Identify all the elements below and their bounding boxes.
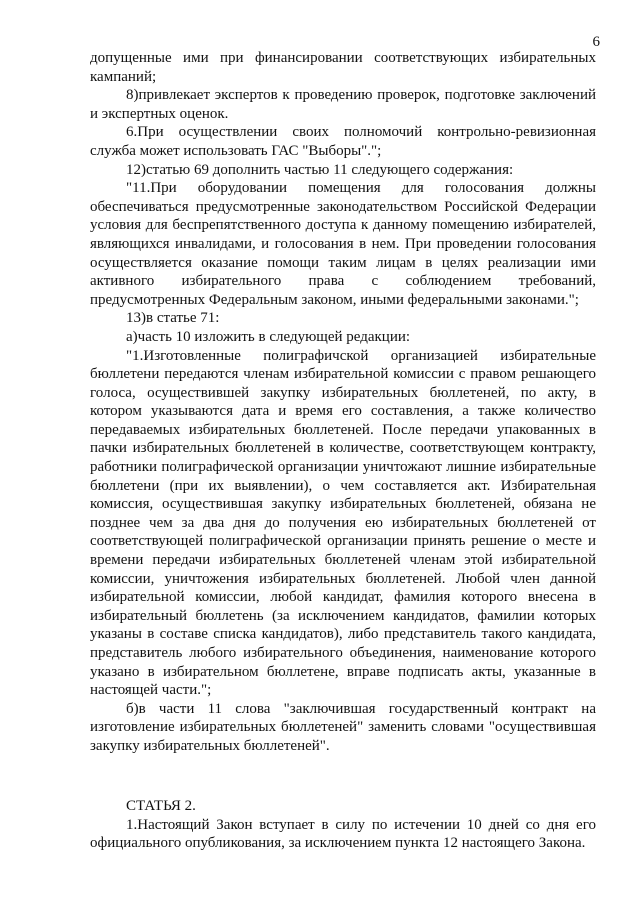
body-text	[90, 49, 596, 756]
paragraph-item-12: 12)статью 69 дополнить частью 11 следующего содержания:	[126, 161, 514, 178]
paragraph-item-8: 8)привлекает экспертов к проведению проверок, подготовке заключений и экспертных оценок.	[90, 87, 596, 122]
page-number: 6	[592, 34, 600, 50]
article-paragraph: 1.Настоящий Закон вступает в силу по истечении 10 дней со дня его официального опубликования, за исключением пункта 12 настоящего Закона.	[90, 816, 596, 852]
paragraph-item-6: 6.При осуществлении своих полномочий контрольно-ревизионная служба может использовать ГАС "Выборы".";	[90, 124, 596, 159]
paragraph-campaign-financing: допущенные ими при финансировании соответствующих избирательных кампаний;	[90, 50, 596, 85]
paragraph-subitem-b: б)в части 11 слова "заключившая государственный контракт на изготовление избирательных бюллетеней" заменить словами "осуществившая закупку избирательных бюллетеней".	[90, 700, 596, 754]
paragraph-part-11: "11.При оборудовании помещения для голосования должны обеспечиваться предусмотренные законодательством Российской Федерации условия для беспрепятственного доступа к данному помещению избирателей, являющихся инвалидами, и голосования в нем. При проведении голосования осуществляется оказание помощи таким лицам в целях реализации ими активного избирательного права с соблюдением требований, предусмотренных Федеральным законом, иными федеральными законами.";	[90, 180, 596, 308]
paragraph-item-13: 13)в статье 71:	[126, 310, 220, 327]
article-heading: СТАТЬЯ 2.	[126, 798, 196, 814]
paragraph-part-1: "1.Изготовленные полиграфичской организацией избирательные бюллетени передаются членам избирательной комиссии с правом решающего голоса, осуществившей закупку избирательных бюллетеней, по акту, в котором указываются дата и время его составления, а также количество передаваемых избирательных бюллетеней. После передачи упакованных в пачки избирательных бюллетеней в количестве, соответствующем контракту, работники полиграфической организации уничтожают лишние избирательные бюллетени (при их выявлении), о чем составляется акт. Избирательная комиссия, осуществившая закупку избирательных бюллетеней, обязана не позднее чем за два дня до получения ею избирательных бюллетеней от соответствующей полиграфической организации принять решение о месте и времени передачи избирательных бюллетеней членам этой избирательной комиссии, уничтожения избирательных бюллетеней. Любой член данной избирательной комиссии, любой кандидат, фамилия которого внесена в избирательный бюллетень (за исключением кандидатов, фамилии которых указаны в составе списка кандидатов), либо представитель такого кандидата, представитель любого избирательного объединения, наименование которого указано в избирательном бюллетене, вправе подписать акты, указанные в настоящей части.";	[90, 347, 596, 699]
article-2-section	[90, 797, 596, 853]
paragraph-subitem-a: а)часть 10 изложить в следующей редакции:	[126, 328, 411, 345]
